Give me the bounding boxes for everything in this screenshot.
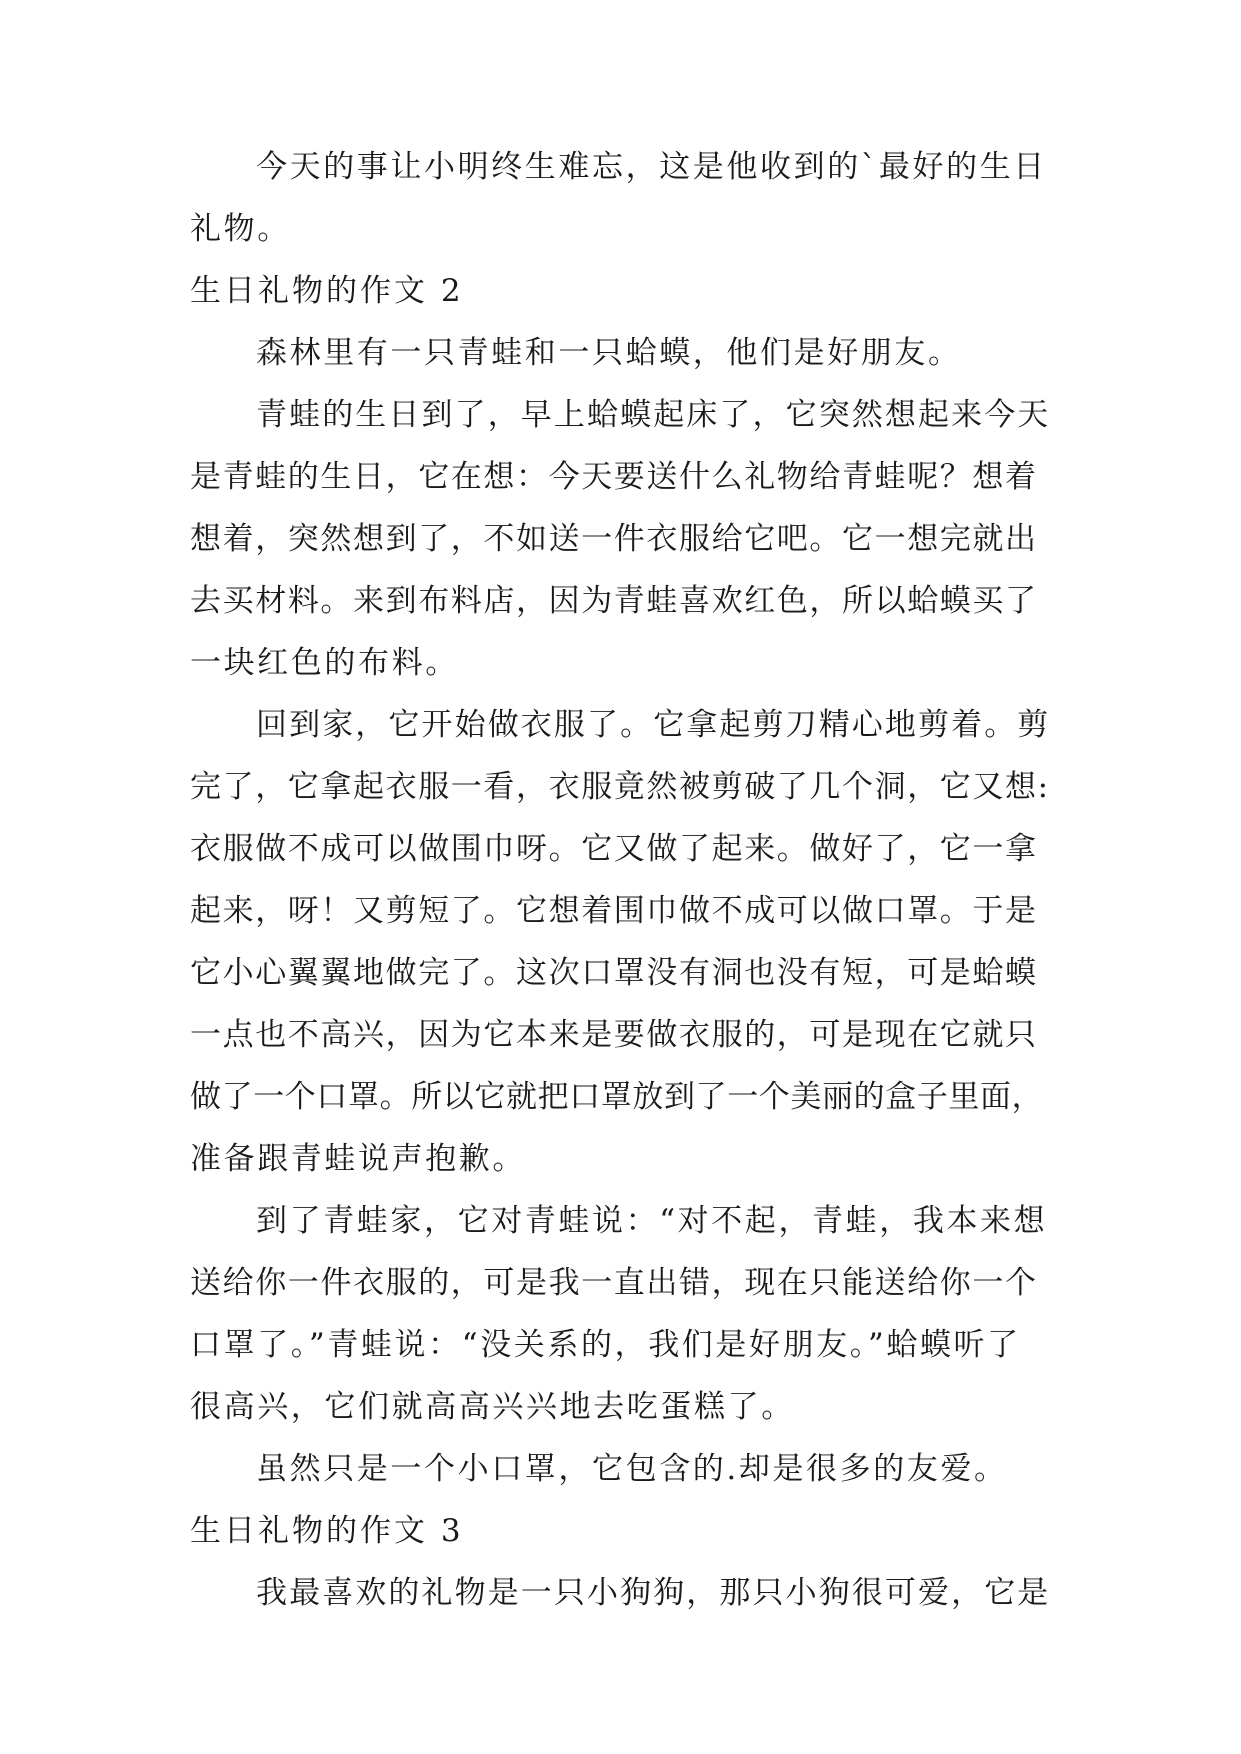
- paragraph-line: 今天的事让小明终生难忘，这是他收到的`最好的生日: [256, 149, 1047, 185]
- paragraph-line: 去买材料。来到布料店，因为青蛙喜欢红色，所以蛤蟆买了: [190, 583, 1038, 619]
- section-heading: 生日礼物的作文 3: [190, 1513, 464, 1549]
- paragraph-line: 口罩了。”青蛙说：“没关系的，我们是好朋友。”蛤蟆听了: [190, 1327, 1021, 1363]
- paragraph-line: 起来，呀！又剪短了。它想着围巾做不成可以做口罩。于是: [190, 893, 1038, 929]
- paragraph-line: 准备跟青蛙说声抱歉。: [190, 1141, 526, 1177]
- paragraph-line: 青蛙的生日到了，早上蛤蟆起床了，它突然想起来今天: [256, 397, 1051, 433]
- paragraph-line: 回到家，它开始做衣服了。它拿起剪刀精心地剪着。剪: [256, 707, 1051, 743]
- paragraph-line: 到了青蛙家，它对青蛙说：“对不起，青蛙，我本来想: [256, 1203, 1048, 1239]
- paragraph-line: 一点也不高兴，因为它本来是要做衣服的，可是现在它就只: [190, 1017, 1038, 1053]
- paragraph-line: 是青蛙的生日，它在想：今天要送什么礼物给青蛙呢？想着: [190, 459, 1038, 495]
- paragraph-line: 做了一个口罩。所以它就把口罩放到了一个美丽的盒子里面，: [190, 1079, 1044, 1115]
- paragraph-line: 送给你一件衣服的，可是我一直出错，现在只能送给你一个: [190, 1265, 1038, 1301]
- paragraph-line: 很高兴，它们就高高兴兴地去吃蛋糕了。: [190, 1389, 795, 1425]
- paragraph-line: 一块红色的布料。: [190, 645, 459, 681]
- paragraph-line: 它小心翼翼地做完了。这次口罩没有洞也没有短，可是蛤蟆: [190, 955, 1038, 991]
- paragraph-line: 虽然只是一个小口罩，它包含的.却是很多的友爱。: [256, 1451, 1008, 1487]
- paragraph-line: 完了，它拿起衣服一看，衣服竟然被剪破了几个洞，它又想:: [190, 769, 1050, 805]
- paragraph-line: 衣服做不成可以做围巾呀。它又做了起来。做好了，它一拿: [190, 831, 1038, 867]
- section-heading: 生日礼物的作文 2: [190, 273, 464, 309]
- paragraph-line: 森林里有一只青蛙和一只蛤蟆，他们是好朋友。: [256, 335, 962, 371]
- paragraph-line: 想着，突然想到了，不如送一件衣服给它吧。它一想完就出: [190, 521, 1038, 557]
- paragraph-line: 我最喜欢的礼物是一只小狗狗，那只小狗很可爱，它是: [256, 1575, 1051, 1611]
- paragraph-line: 礼物。: [190, 211, 291, 247]
